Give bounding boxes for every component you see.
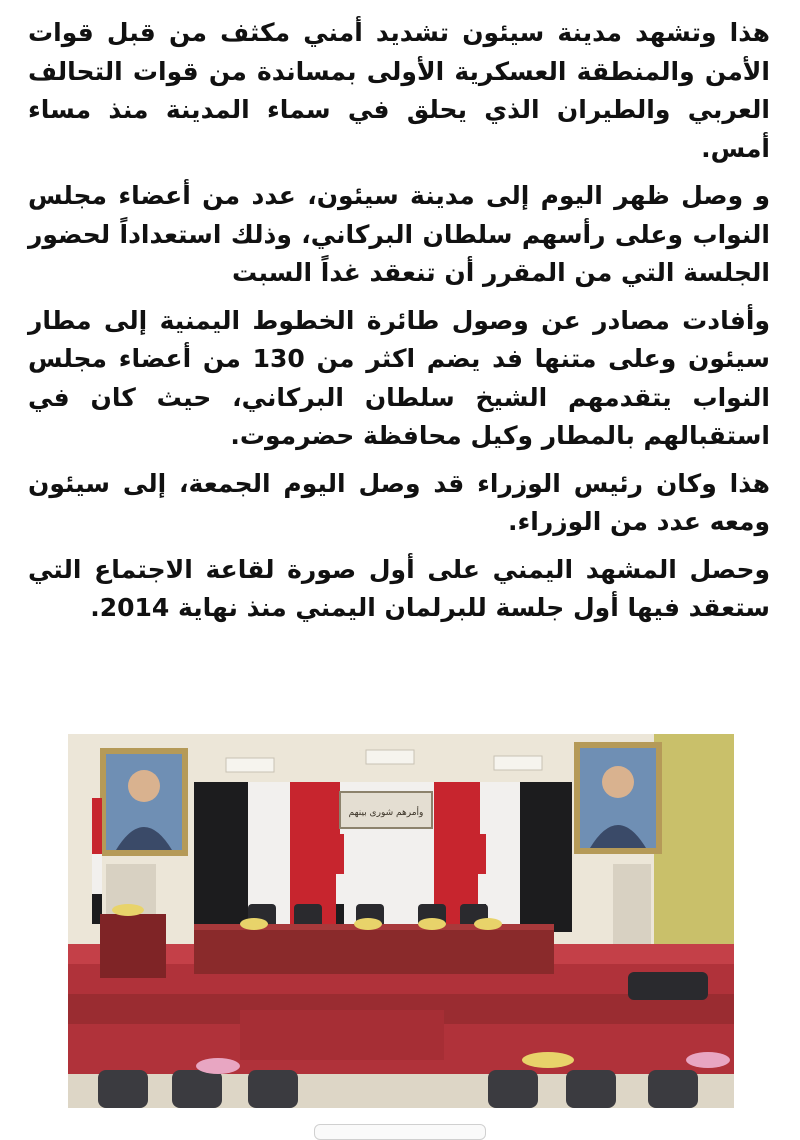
article-body: [28, 14, 770, 637]
curtain-green-right: [654, 734, 734, 964]
bottom-handle[interactable]: [314, 1124, 486, 1140]
paragraph-2: و وصل ظهر اليوم إلى مدينة سيئون، عدد من أعضاء مجلس النواب وعلى رأسهم سلطان البركاني، وذلك استعداداً لحضور الجلسة التي من المقرر أن تنعقد غداً السبت: [28, 181, 770, 287]
banner-text: وأمرهم شورى بينهم: [348, 808, 424, 818]
air-conditioner-right: [494, 756, 542, 770]
front-table: [240, 1010, 444, 1060]
podium: [100, 914, 166, 978]
air-conditioner-center: [366, 750, 414, 764]
paragraph-1: هذا وتشهد مدينة سيئون تشديد أمني مكثف من قبل قوات الأمن والمنطقة العسكرية الأولى بمساندة من قوات التحالف العربي والطيران الذي يحلق في سماء المدينة منذ مساء أمس.: [28, 18, 770, 163]
paragraph-3: وأفادت مصادر عن وصول طائرة الخطوط اليمنية إلى مطار سيئون وعلى متنها فد يضم اكثر من 130 من أعضاء مجلس النواب يتقدمهم الشيخ سلطان البركاني، حيث كان في استقبالهم بالمطار وكيل محافظة حضرموت.: [28, 305, 771, 450]
curtain-black-left: [194, 782, 248, 932]
parliament-hall-photo[interactable]: [68, 734, 734, 1108]
paragraph-4: هذا وكان رئيس الوزراء قد وصل اليوم الجمعة، إلى سيئون ومعه عدد من الوزراء.: [28, 468, 770, 536]
right-door: [613, 864, 651, 954]
paragraph-5: وحصل المشهد اليمني على أول صورة لقاعة الاجتماع التي ستعقد فيها أول جلسة للبرلمان اليمني منذ نهاية 2014.: [28, 554, 770, 622]
presidium-table: [194, 928, 554, 974]
air-conditioner-left: [226, 758, 274, 772]
curtain-black-right: [520, 782, 572, 932]
